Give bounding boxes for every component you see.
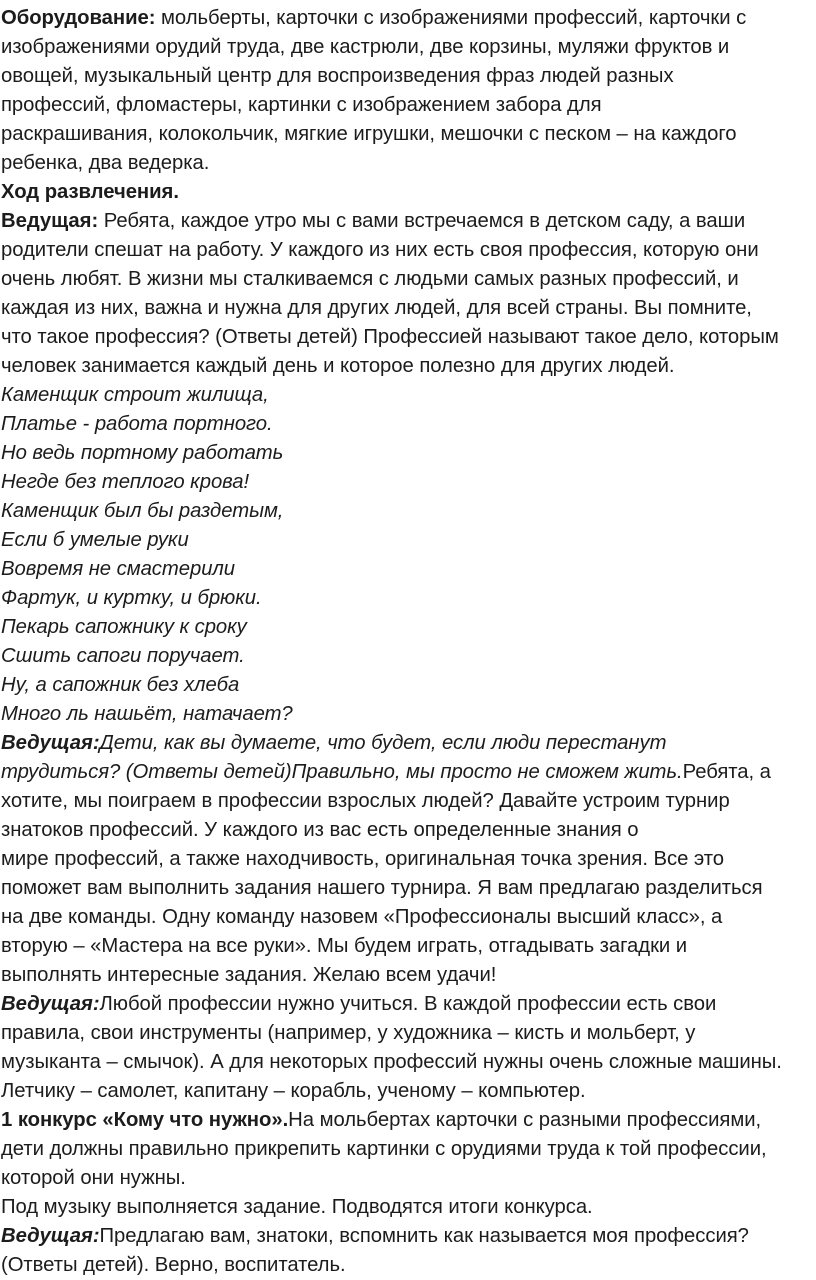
intro-line-6: человек занимается каждый день и которое полезно для других людей. <box>1 355 675 377</box>
intro-line-1: Ведущая: Ребята, каждое утро мы с вами встречаемся в детском саду, а ваши <box>1 210 746 232</box>
host2-line-8: вторую – «Мастера на все руки». Мы будем играть, отгадывать загадки и <box>1 935 688 957</box>
host2-line-9: выполнять интересные задания. Желаю всем удачи! <box>1 964 497 986</box>
poem-line: Каменщик был бы раздетым, <box>1 500 284 522</box>
host-label: Ведущая: <box>1 1225 100 1247</box>
equipment-line-5: раскрашивания, колокольчик, мягкие игрушки, мешочки с песком – на каждого <box>1 123 737 145</box>
poem-line: Вовремя не смастерили <box>1 558 236 580</box>
poem-line: Сшить сапоги поручает. <box>1 645 245 667</box>
host-label: Ведущая: <box>1 993 100 1015</box>
equipment-line-2: изображениями орудий труда, две кастрюли, две корзины, муляжи фруктов и <box>1 36 730 58</box>
host3-line-3: музыканта – смычок). А для некоторых профессий нужны очень сложные машины. <box>1 1051 782 1073</box>
host2-line-7: на две команды. Одну команду назовем «Профессионалы высший класс», а <box>1 906 723 928</box>
contest1-line-2: дети должны правильно прикрепить картинки с орудиями труда к той профессии, <box>1 1138 767 1160</box>
host2-line-5: мире профессий, а также находчивость, оригинальная точка зрения. Все это <box>1 848 724 870</box>
host2-line-3: хотите, мы поиграем в профессии взрослых людей? Давайте устроим турнир <box>1 790 730 812</box>
intro-line-3: очень любят. В жизни мы сталкиваемся с людьми самых разных профессий, и <box>1 268 739 290</box>
poem-line: Пекарь сапожнику к сроку <box>1 616 247 638</box>
host2-line-1: Ведущая:Дети, как вы думаете, что будет, если люди перестанут <box>1 732 667 754</box>
poem-line: Негде без теплого крова! <box>1 471 250 493</box>
equipment-line-6: ребенка, два ведерка. <box>1 152 210 174</box>
equipment-line-4: профессий, фломастеры, картинки с изображением забора для <box>1 94 602 116</box>
host2-line-2: трудиться? (Ответы детей)Правильно, мы просто не сможем жить.Ребята, а <box>1 761 771 783</box>
host2-line-6: поможет вам выполнить задания нашего турнира. Я вам предлагаю разделиться <box>1 877 763 899</box>
course-heading: Ход развлечения. <box>1 181 179 203</box>
host4-line-1: Ведущая:Предлагаю вам, знатоки, вспомнить как называется моя профессия? <box>1 1225 749 1247</box>
intro-line-2: родители спешат на работу. У каждого из них есть своя профессия, которую они <box>1 239 759 261</box>
contest1-line-1: 1 конкурс «Кому что нужно».На мольбертах карточки с разными профессиями, <box>1 1109 762 1131</box>
poem-line: Ну, а сапожник без хлеба <box>1 674 240 696</box>
contest-title: 1 конкурс «Кому что нужно». <box>1 1109 289 1131</box>
poem-line: Каменщик строит жилища, <box>1 384 269 406</box>
poem-line: Много ль нашьёт, натачает? <box>1 703 293 725</box>
poem-line: Но ведь портному работать <box>1 442 284 464</box>
host2-line-4: знатоков профессий. У каждого из вас есть определенные знания о <box>1 819 639 841</box>
host3-line-2: правила, свои инструменты (например, у художника – кисть и мольберт, у <box>1 1022 696 1044</box>
host-label: Ведущая: <box>1 732 100 754</box>
equipment-line-1: Оборудование: мольберты, карточки с изображениями профессий, карточки с <box>1 7 747 29</box>
intro-line-5: что такое профессия? (Ответы детей) Профессией называют такое дело, которым <box>1 326 779 348</box>
host-label: Ведущая: <box>1 210 99 232</box>
contest1-line-3: которой они нужны. <box>1 1167 186 1189</box>
intro-line-4: каждая из них, важна и нужна для других людей, для всей страны. Вы помните, <box>1 297 752 319</box>
poem-line: Фартук, и куртку, и брюки. <box>1 587 262 609</box>
poem-line: Если б умелые руки <box>1 529 189 551</box>
host3-line-1: Ведущая:Любой профессии нужно учиться. В каждой профессии есть свои <box>1 993 717 1015</box>
host4-line-2: (Ответы детей). Верно, воспитатель. <box>1 1254 346 1276</box>
poem-line: Платье - работа портного. <box>1 413 273 435</box>
host3-line-4: Летчику – самолет, капитану – корабль, ученому – компьютер. <box>1 1080 586 1102</box>
equipment-line-3: овощей, музыкальный центр для воспроизведения фраз людей разных <box>1 65 674 87</box>
music-line: Под музыку выполняется задание. Подводятся итоги конкурса. <box>1 1196 593 1218</box>
equipment-label: Оборудование: <box>1 7 156 29</box>
